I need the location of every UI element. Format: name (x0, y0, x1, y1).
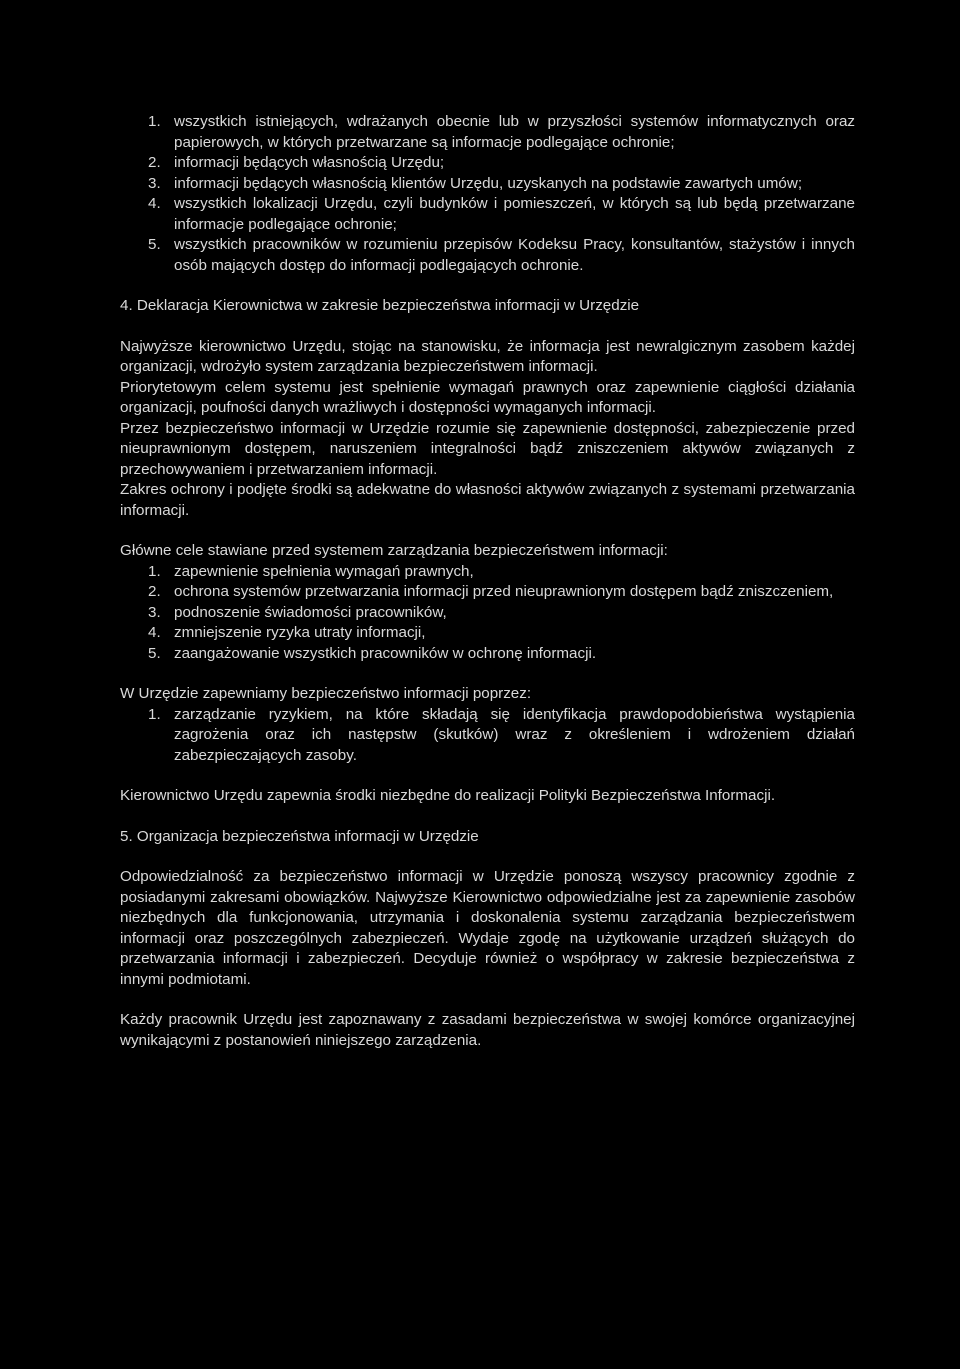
section-5-paragraph: Odpowiedzialność za bezpieczeństwo informacji w Urzędzie ponoszą wszyscy pracownicy zgodnie z posiadanymi zakresami obowiązków. Najwyższe Kierownictwo odpowiedzialne jest za zapewnienie zasobów niezbędnych dla funkcjonowania, utrzymania i doskonalenia systemu zarządzania bezpieczeństwem informacji oraz poszczególnych zabezpieczeń. Wydaje zgodę na użytkowanie urządzeń służących do przetwarzania informacji i zabezpieczeń. Decyduje również o współpracy w zakresie bezpieczeństwa z innymi podmiotami. (120, 868, 855, 988)
section-4-paragraph: Zakres ochrony i podjęte środki są adekwatne do własności aktywów związanych z systemami przetwarzania informacji. (120, 481, 855, 519)
list-item: 2. ochrona systemów przetwarzania informacji przed nieuprawnionym dostępem bądź zniszczeniem, (148, 583, 834, 600)
scope-list (148, 112, 855, 276)
list-item: 3. informacji będących własnością klientów Urzędu, uzyskanych na podstawie zawartych umów; (148, 174, 803, 192)
list-item: 4. zmniejszenie ryzyka utraty informacji, (148, 624, 426, 641)
section-5-paragraph: Każdy pracownik Urzędu jest zapoznawany z zasadami bezpieczeństwa w swojej komórce organizacyjnej wynikającymi z postanowień niniejszego zarządzenia. (120, 1011, 855, 1049)
ensure-intro: W Urzędzie zapewniamy bezpieczeństwo informacji poprzez: (120, 685, 532, 702)
list-item: 2. informacji będących własnością Urzędu; (148, 154, 445, 171)
ensure-list (148, 705, 855, 767)
goals-list (148, 562, 855, 665)
list-item: 5. wszystkich pracowników w rozumieniu przepisów Kodeksu Pracy, konsultantów, stażystów i innych osób mających dostęp do informacji podlegających ochronie. (148, 236, 855, 274)
section-4-closing: Kierownictwo Urzędu zapewnia środki niezbędne do realizacji Polityki Bezpieczeństwa Informacji. (120, 787, 776, 804)
document-page (120, 112, 855, 1051)
list-item: 5. zaangażowanie wszystkich pracowników w ochronę informacji. (148, 644, 597, 662)
list-item: 1. zapewnienie spełnienia wymagań prawnych, (148, 562, 474, 580)
section-4-paragraph: Najwyższe kierownictwo Urzędu, stojąc na stanowisku, że informacja jest newralgicznym zasobem każdej organizacji, wdrożyło system zarządzania bezpieczeństwem informacji. (120, 337, 855, 375)
section-4-heading: 4. Deklaracja Kierownictwa w zakresie bezpieczeństwa informacji w Urzędzie (120, 297, 640, 314)
list-item: 1. zarządzanie ryzykiem, na które składają się identyfikacja prawdopodobieństwa wystąpienia zagrożenia oraz ich następstw (skutków) wraz z określeniem i wdrożeniem działań zabezpieczających zasoby. (148, 705, 855, 764)
section-4-paragraph: Priorytetowym celem systemu jest spełnienie wymagań prawnych oraz zapewnienie ciągłości działania organizacji, poufności danych wrażliwych i dostępności wymaganych informacji. (120, 378, 855, 416)
section-5-heading: 5. Organizacja bezpieczeństwa informacji w Urzędzie (120, 827, 479, 845)
list-item: 1. wszystkich istniejących, wdrażanych obecnie lub w przyszłości systemów informatycznych oraz papierowych, w których przetwarzane są informacje podlegające ochronie; (148, 113, 855, 151)
list-item: 4. wszystkich lokalizacji Urzędu, czyli budynków i pomieszczeń, w których są lub będą przetwarzane informacje podlegające ochronie; (148, 195, 855, 233)
goals-intro: Główne cele stawiane przed systemem zarządzania bezpieczeństwem informacji: (120, 542, 668, 559)
section-4-paragraph: Przez bezpieczeństwo informacji w Urzędzie rozumie się zapewnienie dostępności, zabezpieczenie przed nieuprawnionym dostępem, naruszeniem integralności bądź zniszczeniem aktywów związanych z przechowywaniem i przetwarzaniem informacji. (120, 419, 855, 478)
list-item: 3. podnoszenie świadomości pracowników, (148, 603, 447, 621)
